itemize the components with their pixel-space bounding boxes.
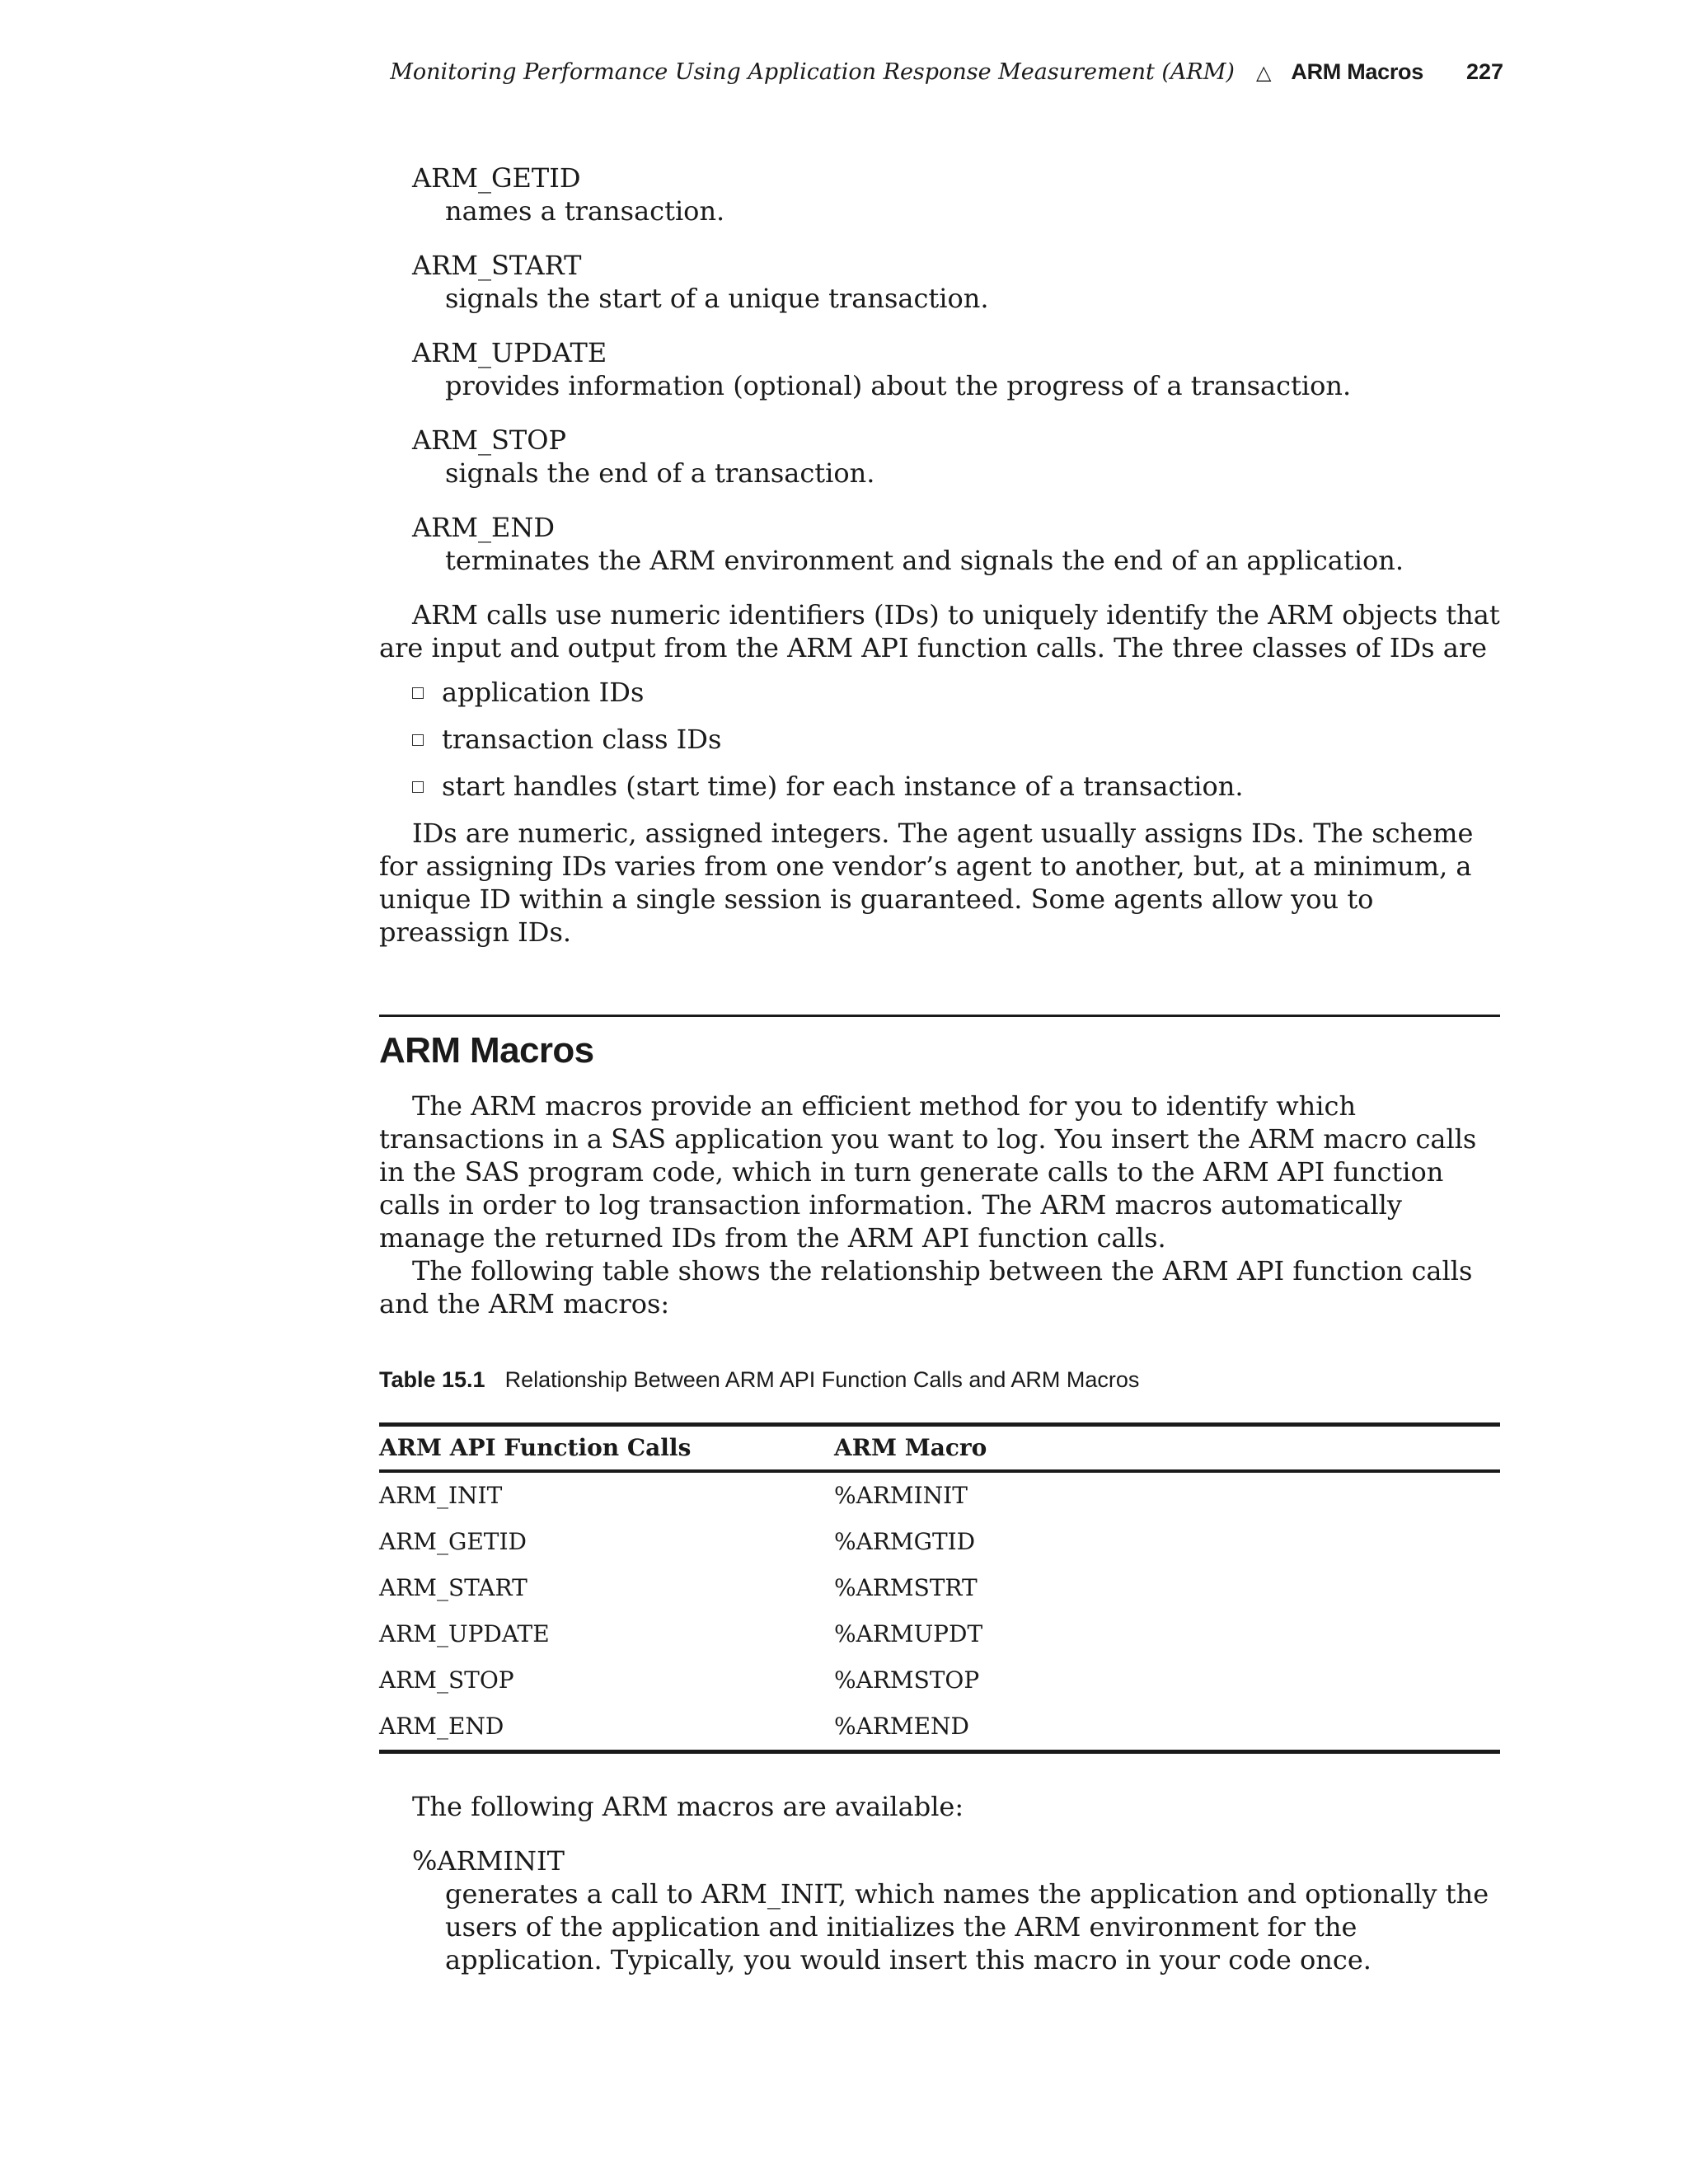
- definition-item: [379, 336, 1500, 402]
- definition-description: signals the start of a unique transaction.: [445, 283, 989, 314]
- definition-item: [379, 249, 1500, 315]
- running-title: Monitoring Performance Using Application Response Measurement (ARM): [390, 59, 1235, 85]
- table-cell: ARM_INIT: [379, 1482, 503, 1509]
- ids-paragraph: IDs are numeric, assigned integers. The agent usually assigns IDs. The scheme for assigning IDs varies from one vendor’s agent to another, but, at a minimum, a unique ID within a single session is guaranteed. Some agents allow you to preassign IDs.: [379, 818, 1474, 948]
- definition-term: ARM_GETID: [412, 162, 581, 194]
- checkbox-bullet-icon: [412, 687, 424, 699]
- checkbox-bullet-icon: [412, 734, 424, 746]
- table-row: [379, 1519, 1500, 1565]
- list-item-text: application IDs: [442, 677, 645, 708]
- macros-intro-paragraph: The following ARM macros are available:: [412, 1791, 964, 1822]
- table-cell: %ARMUPDT: [834, 1620, 983, 1647]
- running-section: ARM Macros: [1291, 59, 1423, 84]
- section-divider: [379, 1015, 1500, 1017]
- table-caption-label: Table 15.1: [379, 1367, 485, 1392]
- definition-description: provides information (optional) about the progress of a transaction.: [445, 370, 1352, 401]
- macro-definitions: [379, 1844, 1500, 1976]
- list-item: [412, 723, 1500, 756]
- definition-description: generates a call to ARM_INIT, which names the application and optionally the users of the application and initializes the ARM environment for the application. Typically, you would insert this macro in your code once.: [445, 1878, 1489, 1975]
- definition-term: ARM_START: [412, 250, 582, 281]
- list-item: [412, 770, 1500, 803]
- definition-term: ARM_UPDATE: [412, 337, 607, 368]
- table-row: [379, 1611, 1500, 1657]
- table-cell: ARM_UPDATE: [379, 1620, 550, 1647]
- table-row: [379, 1657, 1500, 1704]
- checkbox-bullet-icon: [412, 781, 424, 793]
- page-body: [379, 162, 1500, 1998]
- running-header: [390, 59, 1503, 85]
- definition-description: signals the end of a transaction.: [445, 457, 875, 489]
- list-item: [412, 676, 1500, 709]
- definition-item: [379, 1844, 1500, 1976]
- table-cell: %ARMINIT: [834, 1482, 968, 1509]
- definition-term: ARM_END: [412, 512, 555, 543]
- list-item-text: transaction class IDs: [442, 724, 722, 755]
- table-row: [379, 1704, 1500, 1752]
- table-caption-text: Relationship Between ARM API Function Calls and ARM Macros: [504, 1367, 1140, 1392]
- table-header-row: [379, 1425, 1500, 1472]
- definition-description: names a transaction.: [445, 195, 725, 227]
- id-classes-list: [379, 676, 1500, 803]
- table-cell: ARM_END: [379, 1713, 504, 1740]
- table-cell: %ARMSTOP: [834, 1666, 980, 1694]
- section-paragraph: The following table shows the relationship between the ARM API function calls and the ARM macros:: [379, 1255, 1473, 1319]
- table-cell: %ARMEND: [834, 1713, 969, 1740]
- definition-description: terminates the ARM environment and signals the end of an application.: [445, 545, 1404, 576]
- column-header: ARM Macro: [834, 1434, 987, 1461]
- section-heading: ARM Macros: [379, 1030, 594, 1071]
- page-number: 227: [1465, 59, 1503, 84]
- definition-item: [379, 511, 1500, 577]
- triangle-icon: △: [1255, 61, 1272, 84]
- function-definitions: [379, 162, 1500, 577]
- table-cell: %ARMGTID: [834, 1528, 976, 1555]
- table-row: [379, 1565, 1500, 1611]
- table-caption: [379, 1363, 1500, 1396]
- table-cell: ARM_STOP: [379, 1666, 514, 1694]
- list-item-text: start handles (start time) for each instance of a transaction.: [442, 771, 1244, 802]
- relationship-table: [379, 1422, 1500, 1754]
- table-cell: %ARMSTRT: [834, 1574, 978, 1601]
- ids-intro-paragraph: ARM calls use numeric identifiers (IDs) to uniquely identify the ARM objects that are input and output from the ARM API function calls. The three classes of IDs are: [379, 599, 1500, 663]
- column-header: ARM API Function Calls: [379, 1434, 692, 1461]
- table-row: [379, 1471, 1500, 1519]
- definition-term: ARM_STOP: [412, 424, 566, 456]
- definition-term: %ARMINIT: [412, 1845, 565, 1877]
- table-cell: ARM_START: [379, 1574, 528, 1601]
- table-cell: ARM_GETID: [379, 1528, 527, 1555]
- definition-item: [379, 162, 1500, 227]
- section-paragraph: The ARM macros provide an efficient method for you to identify which transactions in a SAS application you want to log. You insert the ARM macro calls in the SAS program code, which in turn generate calls to the ARM API function calls in order to log transaction information. The ARM macros automatically manage the returned IDs from the ARM API function calls.: [379, 1090, 1477, 1254]
- definition-item: [379, 424, 1500, 490]
